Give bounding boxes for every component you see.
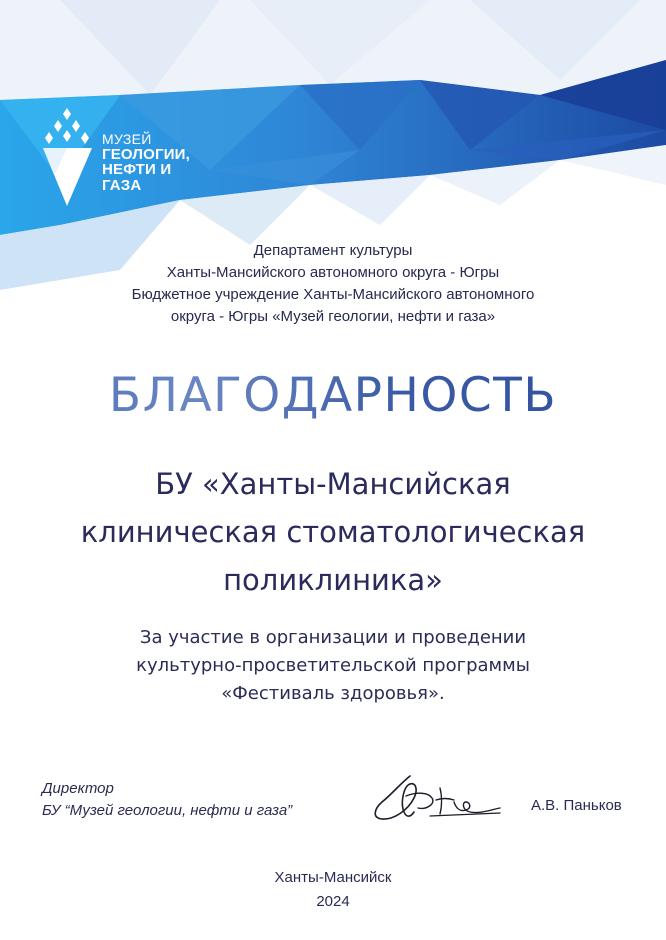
signatory-position bbox=[42, 778, 292, 822]
logo-line-1: МУЗЕЙ bbox=[102, 131, 152, 147]
org-line-1: Департамент культуры bbox=[253, 242, 413, 259]
org-line-3: Бюджетное учреждение Ханты-Мансийского автономного bbox=[131, 286, 535, 303]
document-title: БЛАГОДАРНОСТЬ bbox=[0, 368, 666, 423]
city: Ханты-Мансийск bbox=[274, 869, 392, 886]
reason-line-2: культурно-просветительской программы bbox=[136, 655, 530, 676]
recipient-line-2: клиническая стоматологическая bbox=[80, 515, 586, 549]
signatory-name: А.В. Паньков bbox=[531, 797, 622, 814]
org-line-2: Ханты-Мансийского автономного округа - Югры bbox=[166, 264, 500, 281]
recipient-line-1: БУ «Ханты-Мансийская bbox=[155, 467, 511, 501]
handwritten-signature bbox=[370, 772, 505, 824]
logo-line-2: ГЕОЛОГИИ, bbox=[102, 145, 191, 163]
reason-line-1: За участие в организации и проведении bbox=[139, 627, 527, 648]
logo-line-3: НЕФТИ И ГАЗА bbox=[102, 161, 172, 195]
signatory-organization: БУ “Музей геологии, нефти и газа” bbox=[42, 802, 293, 819]
org-line-4: округа - Югры «Музей геологии, нефти и газа» bbox=[170, 308, 496, 325]
issuing-organization bbox=[0, 240, 666, 328]
year: 2024 bbox=[316, 893, 350, 910]
diamond-droplet-logo-icon bbox=[40, 108, 95, 208]
place-and-year bbox=[0, 866, 666, 914]
recipient-name bbox=[0, 460, 666, 604]
reason-line-3: «Фестиваль здоровья». bbox=[221, 683, 445, 704]
museum-logo bbox=[40, 108, 200, 218]
gratitude-reason bbox=[0, 624, 666, 708]
recipient-line-3: поликлиника» bbox=[223, 563, 443, 597]
logo-wordmark bbox=[102, 132, 200, 194]
signatory-title: Директор bbox=[42, 780, 114, 797]
